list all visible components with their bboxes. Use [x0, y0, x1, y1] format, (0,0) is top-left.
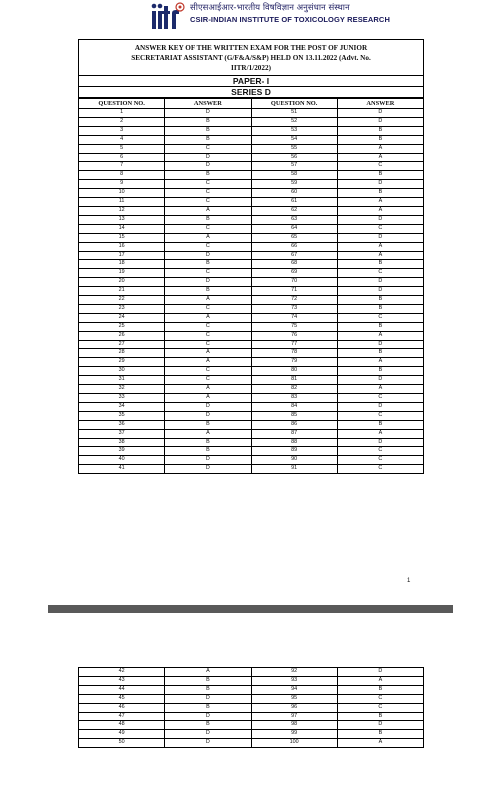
answer-table-page-1 [78, 98, 424, 474]
page-separator [48, 605, 453, 613]
question-number-cell: 96 [251, 703, 337, 712]
answer-cell: C [165, 269, 251, 278]
question-number-cell: 44 [79, 685, 165, 694]
question-number-cell: 100 [251, 739, 337, 748]
answer-cell: A [337, 144, 423, 153]
question-number-cell: 86 [251, 420, 337, 429]
answer-cell: B [165, 685, 251, 694]
table-row [79, 233, 424, 242]
question-number-cell: 66 [251, 242, 337, 251]
answer-cell: C [337, 456, 423, 465]
table-row [79, 340, 424, 349]
table-row [79, 180, 424, 189]
answer-cell: D [337, 340, 423, 349]
answer-cell: D [337, 376, 423, 385]
answer-cell: C [337, 465, 423, 474]
answer-cell: C [165, 180, 251, 189]
question-number-cell: 47 [79, 712, 165, 721]
question-number-cell: 2 [79, 117, 165, 126]
answer-cell: B [337, 712, 423, 721]
title-line-2: SECRETARIAT ASSISTANT (G/F&A/S&P) HELD ON 13.11.2022 (Advt. No. [131, 54, 371, 62]
column-header: QUESTION NO. [251, 99, 337, 109]
question-number-cell: 97 [251, 712, 337, 721]
question-number-cell: 23 [79, 304, 165, 313]
question-number-cell: 5 [79, 144, 165, 153]
question-number-cell: 7 [79, 162, 165, 171]
table-row [79, 296, 424, 305]
question-number-cell: 8 [79, 171, 165, 180]
question-number-cell: 21 [79, 287, 165, 296]
question-number-cell: 77 [251, 340, 337, 349]
question-number-cell: 32 [79, 385, 165, 394]
question-number-cell: 10 [79, 189, 165, 198]
table-row [79, 385, 424, 394]
institute-header [190, 3, 400, 25]
question-number-cell: 74 [251, 313, 337, 322]
question-number-cell: 91 [251, 465, 337, 474]
answer-cell: C [337, 269, 423, 278]
answer-cell: C [165, 198, 251, 207]
question-number-cell: 49 [79, 730, 165, 739]
answer-cell: C [165, 224, 251, 233]
answer-cell: C [165, 322, 251, 331]
answer-cell: B [165, 126, 251, 135]
question-number-cell: 78 [251, 349, 337, 358]
question-number-cell: 67 [251, 251, 337, 260]
answer-cell: B [337, 685, 423, 694]
institute-name-hindi: सीएसआईआर-भारतीय विषविज्ञान अनुसंधान संस्थान [190, 3, 350, 13]
question-number-cell: 46 [79, 703, 165, 712]
table-row [79, 135, 424, 144]
question-number-cell: 24 [79, 313, 165, 322]
question-number-cell: 65 [251, 233, 337, 242]
question-number-cell: 92 [251, 668, 337, 677]
table-row [79, 153, 424, 162]
question-number-cell: 28 [79, 349, 165, 358]
answer-cell: A [165, 206, 251, 215]
table-row [79, 109, 424, 118]
question-number-cell: 40 [79, 456, 165, 465]
table-header-row [79, 99, 424, 109]
question-number-cell: 39 [79, 447, 165, 456]
table-row [79, 411, 424, 420]
table-row [79, 322, 424, 331]
answer-cell: A [165, 349, 251, 358]
answer-cell: B [165, 703, 251, 712]
table-row [79, 730, 424, 739]
column-header: ANSWER [165, 99, 251, 109]
iitr-logo [151, 2, 185, 30]
answer-cell: B [337, 304, 423, 313]
answer-table-page-2 [78, 667, 424, 748]
answer-cell: D [165, 456, 251, 465]
table-row [79, 429, 424, 438]
table-row [79, 126, 424, 135]
question-number-cell: 98 [251, 721, 337, 730]
question-number-cell: 61 [251, 198, 337, 207]
answer-cell: A [337, 198, 423, 207]
table-row [79, 171, 424, 180]
question-number-cell: 15 [79, 233, 165, 242]
table-row [79, 206, 424, 215]
table-row [79, 438, 424, 447]
question-number-cell: 73 [251, 304, 337, 313]
question-number-cell: 38 [79, 438, 165, 447]
answer-cell: C [337, 703, 423, 712]
question-number-cell: 54 [251, 135, 337, 144]
question-number-cell: 3 [79, 126, 165, 135]
answer-cell: B [337, 730, 423, 739]
answer-cell: C [165, 242, 251, 251]
question-number-cell: 56 [251, 153, 337, 162]
question-number-cell: 87 [251, 429, 337, 438]
answer-cell: B [165, 260, 251, 269]
answer-cell: A [337, 242, 423, 251]
answer-cell: D [165, 739, 251, 748]
answer-cell: B [337, 260, 423, 269]
answer-cell: B [165, 676, 251, 685]
column-header: QUESTION NO. [79, 99, 165, 109]
question-number-cell: 79 [251, 358, 337, 367]
question-number-cell: 34 [79, 402, 165, 411]
answer-cell: D [337, 721, 423, 730]
question-number-cell: 14 [79, 224, 165, 233]
question-number-cell: 60 [251, 189, 337, 198]
question-number-cell: 75 [251, 322, 337, 331]
answer-cell: D [165, 251, 251, 260]
answer-cell: A [337, 331, 423, 340]
question-number-cell: 9 [79, 180, 165, 189]
answer-cell: C [337, 411, 423, 420]
answer-cell: A [337, 739, 423, 748]
question-number-cell: 43 [79, 676, 165, 685]
question-number-cell: 29 [79, 358, 165, 367]
table-row [79, 304, 424, 313]
table-row [79, 712, 424, 721]
question-number-cell: 52 [251, 117, 337, 126]
answer-cell: A [165, 394, 251, 403]
question-number-cell: 88 [251, 438, 337, 447]
question-number-cell: 45 [79, 694, 165, 703]
question-number-cell: 58 [251, 171, 337, 180]
table-row [79, 420, 424, 429]
table-row [79, 694, 424, 703]
answer-cell: A [337, 385, 423, 394]
table-row [79, 242, 424, 251]
answer-cell: C [165, 304, 251, 313]
question-number-cell: 84 [251, 402, 337, 411]
question-number-cell: 85 [251, 411, 337, 420]
table-row [79, 251, 424, 260]
table-row [79, 287, 424, 296]
answer-cell: B [337, 135, 423, 144]
answer-cell: B [337, 126, 423, 135]
answer-cell: C [165, 367, 251, 376]
answer-key-page-2 [78, 667, 424, 748]
answer-cell: B [337, 171, 423, 180]
question-number-cell: 26 [79, 331, 165, 340]
question-number-cell: 59 [251, 180, 337, 189]
question-number-cell: 37 [79, 429, 165, 438]
answer-cell: A [165, 358, 251, 367]
question-number-cell: 89 [251, 447, 337, 456]
question-number-cell: 13 [79, 215, 165, 224]
table-row [79, 358, 424, 367]
question-number-cell: 53 [251, 126, 337, 135]
answer-cell: A [165, 233, 251, 242]
answer-cell: B [165, 721, 251, 730]
table-row [79, 676, 424, 685]
table-row [79, 349, 424, 358]
answer-key-page-1 [78, 39, 424, 474]
question-number-cell: 11 [79, 198, 165, 207]
question-number-cell: 25 [79, 322, 165, 331]
answer-cell: D [337, 287, 423, 296]
answer-cell: D [337, 278, 423, 287]
answer-cell: B [165, 215, 251, 224]
question-number-cell: 27 [79, 340, 165, 349]
question-number-cell: 41 [79, 465, 165, 474]
question-number-cell: 6 [79, 153, 165, 162]
answer-cell: B [165, 438, 251, 447]
question-number-cell: 17 [79, 251, 165, 260]
question-number-cell: 62 [251, 206, 337, 215]
question-number-cell: 80 [251, 367, 337, 376]
question-number-cell: 99 [251, 730, 337, 739]
question-number-cell: 48 [79, 721, 165, 730]
answer-cell: C [337, 162, 423, 171]
answer-cell: D [165, 278, 251, 287]
table-row [79, 260, 424, 269]
answer-cell: A [337, 676, 423, 685]
table-row [79, 198, 424, 207]
answer-cell: D [165, 162, 251, 171]
answer-cell: D [337, 438, 423, 447]
title-line-3: IITR/1/2022) [231, 64, 271, 72]
answer-cell: A [337, 358, 423, 367]
paper-label: PAPER- I [78, 76, 424, 87]
answer-cell: A [165, 385, 251, 394]
answer-cell: D [165, 109, 251, 118]
answer-cell: C [337, 394, 423, 403]
table-row [79, 376, 424, 385]
answer-cell: A [337, 251, 423, 260]
question-number-cell: 72 [251, 296, 337, 305]
answer-cell: D [165, 730, 251, 739]
table-row [79, 278, 424, 287]
question-number-cell: 81 [251, 376, 337, 385]
table-row [79, 367, 424, 376]
answer-cell: B [165, 117, 251, 126]
question-number-cell: 76 [251, 331, 337, 340]
answer-cell: D [337, 215, 423, 224]
answer-cell: D [337, 402, 423, 411]
question-number-cell: 94 [251, 685, 337, 694]
table-row [79, 215, 424, 224]
answer-cell: B [337, 349, 423, 358]
table-row [79, 703, 424, 712]
answer-cell: D [337, 109, 423, 118]
table-row [79, 313, 424, 322]
question-number-cell: 31 [79, 376, 165, 385]
answer-cell: A [337, 429, 423, 438]
question-number-cell: 12 [79, 206, 165, 215]
answer-cell: B [337, 189, 423, 198]
question-number-cell: 1 [79, 109, 165, 118]
question-number-cell: 93 [251, 676, 337, 685]
question-number-cell: 36 [79, 420, 165, 429]
table-row [79, 394, 424, 403]
table-row [79, 224, 424, 233]
table-row [79, 117, 424, 126]
answer-cell: C [337, 313, 423, 322]
question-number-cell: 22 [79, 296, 165, 305]
question-number-cell: 69 [251, 269, 337, 278]
table-row [79, 269, 424, 278]
answer-cell: D [165, 694, 251, 703]
answer-cell: D [165, 712, 251, 721]
question-number-cell: 68 [251, 260, 337, 269]
table-row [79, 465, 424, 474]
answer-cell: D [165, 153, 251, 162]
question-number-cell: 82 [251, 385, 337, 394]
table-row [79, 739, 424, 748]
answer-cell: D [337, 180, 423, 189]
table-row [79, 447, 424, 456]
question-number-cell: 4 [79, 135, 165, 144]
institute-name-english: CSIR-INDIAN INSTITUTE OF TOXICOLOGY RESEARCH [190, 15, 390, 24]
answer-cell: A [337, 153, 423, 162]
answer-cell: C [165, 331, 251, 340]
table-row [79, 144, 424, 153]
answer-cell: C [165, 376, 251, 385]
question-number-cell: 30 [79, 367, 165, 376]
question-number-cell: 83 [251, 394, 337, 403]
question-number-cell: 51 [251, 109, 337, 118]
question-number-cell: 50 [79, 739, 165, 748]
answer-cell: A [165, 668, 251, 677]
answer-cell: A [337, 206, 423, 215]
answer-cell: A [165, 313, 251, 322]
answer-cell: C [165, 340, 251, 349]
question-number-cell: 42 [79, 668, 165, 677]
question-number-cell: 90 [251, 456, 337, 465]
question-number-cell: 71 [251, 287, 337, 296]
question-number-cell: 64 [251, 224, 337, 233]
answer-cell: B [165, 420, 251, 429]
answer-cell: D [165, 411, 251, 420]
answer-cell: B [337, 322, 423, 331]
answer-cell: B [337, 296, 423, 305]
question-number-cell: 19 [79, 269, 165, 278]
answer-cell: D [337, 117, 423, 126]
question-number-cell: 57 [251, 162, 337, 171]
table-row [79, 668, 424, 677]
answer-cell: B [165, 287, 251, 296]
answer-cell: D [337, 233, 423, 242]
answer-cell: A [165, 429, 251, 438]
answer-cell: C [337, 224, 423, 233]
answer-cell: B [165, 135, 251, 144]
question-number-cell: 70 [251, 278, 337, 287]
question-number-cell: 95 [251, 694, 337, 703]
answer-cell: B [337, 367, 423, 376]
question-number-cell: 63 [251, 215, 337, 224]
document-title [78, 39, 424, 76]
answer-cell: C [165, 144, 251, 153]
answer-cell: D [165, 402, 251, 411]
answer-cell: A [165, 296, 251, 305]
question-number-cell: 18 [79, 260, 165, 269]
answer-cell: B [337, 420, 423, 429]
answer-cell: B [165, 447, 251, 456]
question-number-cell: 33 [79, 394, 165, 403]
table-row [79, 402, 424, 411]
table-row [79, 721, 424, 730]
table-row [79, 331, 424, 340]
answer-cell: B [165, 171, 251, 180]
table-row [79, 162, 424, 171]
answer-cell: D [337, 668, 423, 677]
answer-cell: D [165, 465, 251, 474]
page-number: 1 [407, 578, 411, 584]
column-header: ANSWER [337, 99, 423, 109]
title-line-1: ANSWER KEY OF THE WRITTEN EXAM FOR THE POST OF JUNIOR [134, 44, 368, 52]
series-label: SERIES D [78, 87, 424, 98]
question-number-cell: 16 [79, 242, 165, 251]
table-row [79, 189, 424, 198]
table-row [79, 456, 424, 465]
answer-cell: C [337, 447, 423, 456]
table-row [79, 685, 424, 694]
question-number-cell: 35 [79, 411, 165, 420]
answer-cell: C [165, 189, 251, 198]
question-number-cell: 20 [79, 278, 165, 287]
question-number-cell: 55 [251, 144, 337, 153]
answer-cell: C [337, 694, 423, 703]
